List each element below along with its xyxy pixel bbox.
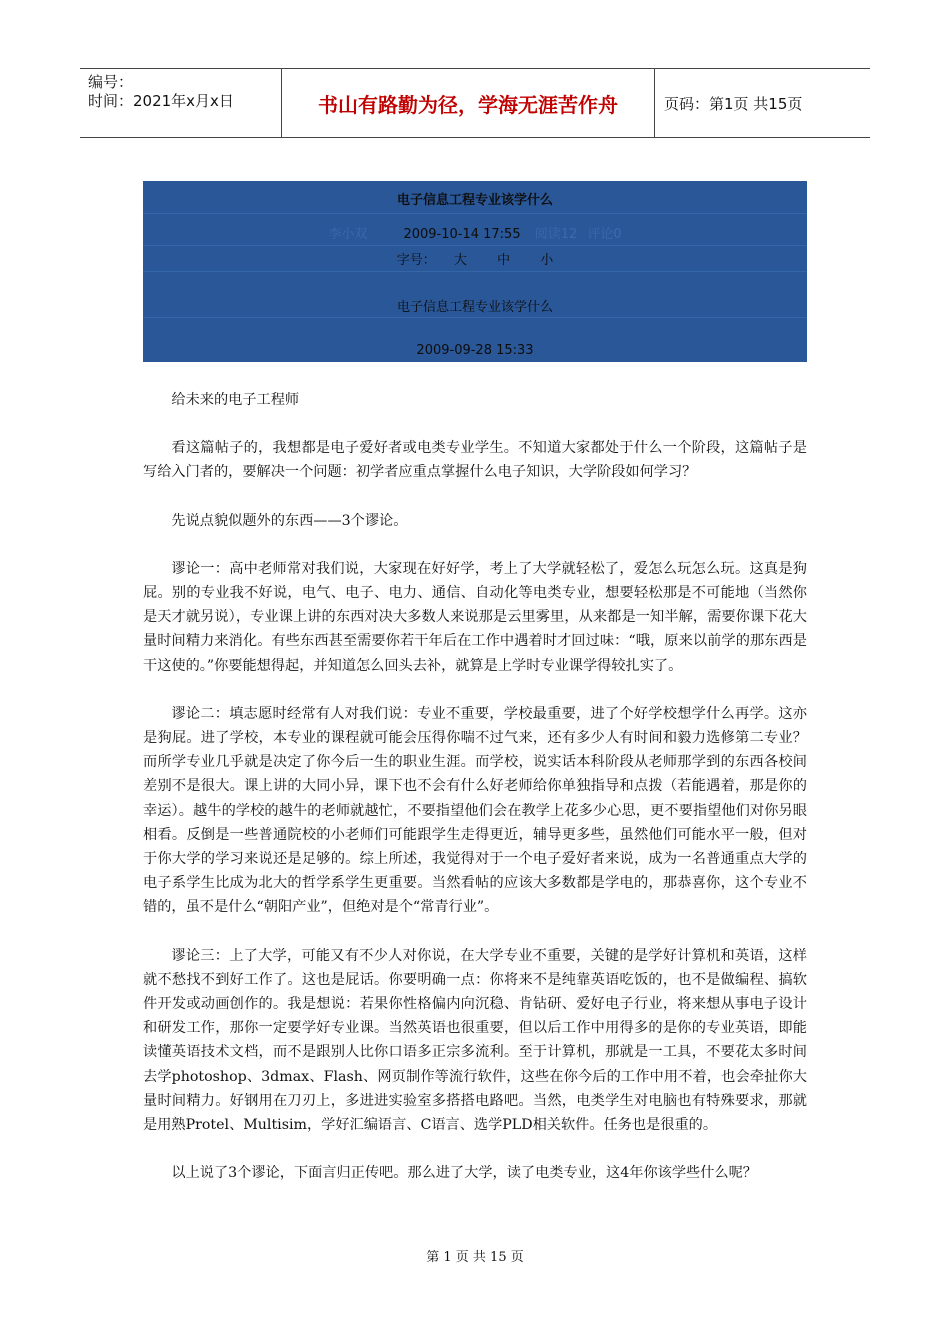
font-size-medium[interactable]: 中	[497, 253, 511, 268]
time-label: 时间：2021年x月x日	[88, 92, 234, 110]
document-header	[80, 68, 870, 138]
font-size-selector	[143, 249, 807, 268]
banner-title: 电子信息工程专业该学什么	[396, 193, 553, 208]
page-footer: 第 1 页 共 15 页	[426, 1250, 524, 1265]
font-size-label: 字号：	[396, 253, 436, 268]
header-meta	[80, 69, 282, 137]
banner-meta	[143, 223, 807, 242]
comment-count[interactable]: 评论0	[587, 227, 622, 242]
font-size-small[interactable]: 小	[540, 253, 554, 268]
paragraph: 以上说了3个谬论，下面言归正传吧。那么进了大学，读了电类专业，这4年你该学些什么呢？	[171, 1165, 757, 1182]
header-page-info: 页码：第1页 共15页	[664, 94, 803, 113]
banner-date: 2009-09-28 15:33	[416, 343, 534, 358]
read-count: 阅读12	[534, 227, 578, 242]
article-banner	[143, 181, 807, 362]
author-link[interactable]: 李小双	[328, 227, 368, 242]
paragraph: 谬论三：上了大学，可能又有不少人对你说，在大学专业不重要，关键的是学好计算机和英语，这样就不愁找不到好工作了。这也是屁话。你要明确一点：你将来不是纯靠英语吃饭的，也不是做编程、搞软件开发或动画创作的。我是想说：若果你性格偏内向沉稳、肯钻研、爱好电子行业，将来想从事电子设计和研发工作，那你一定要学好专业课。当然英语也很重要，但以后工作中用得多的是你的专业英语，即能读懂英语技术文档，而不是跟别人比你口语多正宗多流利。至于计算机，那就是一工具，不要花太多时间去学photoshop、3dmax、Flash、网页制作等流行软件，这些在你今后的工作中用不着，也会牵扯你大量时间精力。好钢用在刀刃上，多进进实验室多搭搭电路吧。当然，电类学生对电脑也有特殊要求，那就是用熟Protel、Multisim，学好汇编语言、C语言、选学PLD相关软件。任务也是很重的。	[143, 947, 807, 1134]
number-label: 编号：	[88, 73, 134, 91]
article-body	[143, 388, 807, 1209]
paragraph: 谬论二：填志愿时经常有人对我们说：专业不重要，学校最重要，进了个好学校想学什么再学。这亦是狗屁。进了学校，本专业的课程就可能会压得你喘不过气来，还有多少人有时间和毅力选修第二专业？而所学专业几乎就是决定了你今后一生的职业生涯。而学校，说实话本科阶段从老师那学到的东西各校间差别不是很大。课上讲的大同小异，课下也不会有什么好老师给你单独指导和点拨（若能遇着，那是你的幸运）。越牛的学校的越牛的老师就越忙，不要指望他们会在教学上花多少心思，更不要指望他们对你另眼相看。反倒是一些普通院校的小老师们可能跟学生走得更近，辅导更多些，虽然他们可能水平一般，但对于你大学的学习来说还是足够的。综上所述，我觉得对于一个电子爱好者来说，成为一名普通重点大学的电子系学生比成为北大的哲学系学生更重要。当然看帖的应该大多数都是学电的，那恭喜你，这个专业不错的，虽不是什么“朝阳产业”，但绝对是个“常青行业”。	[143, 705, 807, 916]
paragraph: 看这篇帖子的，我想都是电子爱好者或电类专业学生。不知道大家都处于什么一个阶段，这篇帖子是写给入门者的，要解决一个问题：初学者应重点掌握什么电子知识，大学阶段如何学习？	[143, 440, 807, 481]
paragraph: 给未来的电子工程师	[171, 392, 300, 408]
font-size-large[interactable]: 大	[453, 253, 467, 268]
paragraph: 谬论一：高中老师常对我们说，大家现在好好学，考上了大学就轻松了，爱怎么玩怎么玩。这真是狗屁。别的专业我不好说，电气、电子、电力、通信、自动化等电类专业，想要轻松那是不可能地（当然你是天才就另说），专业课上讲的东西对决大多数人来说那是云里雾里，从来都是一知半解，需要你课下花大量时间精力来消化。有些东西甚至需要你若干年后在工作中遇着时才回过味：“哦，原来以前学的那东西是干这使的。”你要能想得起，并知道怎么回头去补，就算是上学时专业课学得较扎实了。	[143, 560, 807, 674]
paragraph: 先说点貌似题外的东西——3个谬论。	[171, 512, 408, 529]
post-datetime: 2009-10-14 17:55	[403, 227, 521, 242]
banner-subtitle: 电子信息工程专业该学什么	[396, 300, 553, 315]
header-motto: 书山有路勤为径，学海无涯苦作舟	[282, 69, 655, 137]
